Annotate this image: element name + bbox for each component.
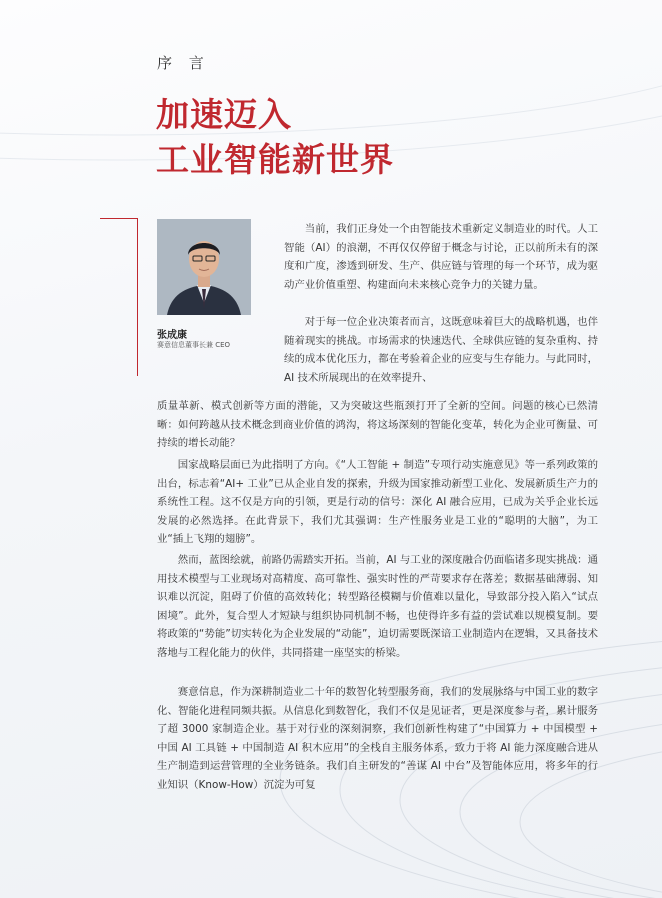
accent-line-horizontal <box>100 218 138 219</box>
body-paragraph-2-continued: 质量革新、模式创新等方面的潜能，又为突破这些瓶颈打开了全新的空间。问题的核心已然清晰：如何跨越从技术概念到商业价值的鸿沟，将这场深刻的智能化变革，转化为企业可衡量、可持续的增长动能？ <box>157 400 598 450</box>
page-title <box>156 92 394 182</box>
body-paragraph-4: 然而，蓝图绘就，前路仍需踏实开拓。当前，AI 与工业的深度融合仍面临诸多现实挑战：通用技术模型与工业现场对高精度、高可靠性、强实时性的严苛要求存在落差；数据基础薄弱、知识难以沉淀，阻碍了价值的高效转化；转型路径模糊与价值难以量化，导致部分投入陷入“试点困境”。此外，复合型人才短缺与组织协同机制不畅，也使得许多有益的尝试难以规模复制。要将政策的“势能”切实转化为企业发展的“动能”，迫切需要既深谙工业制造内在逻辑，又具备技术落地与工程化能力的伙伴，共同搭建一座坚实的桥梁。 <box>157 554 598 659</box>
body-paragraph-2-start: 对于每一位企业决策者而言，这既意味着巨大的战略机遇，也伴随着现实的挑战。市场需求的快速迭代、全球供应链的复杂重构、持续的成本优化压力，都在考验着企业的应变与生存能力。与此同时，AI 技术所展现出的在效率提升、 <box>284 316 598 384</box>
author-title: 赛意信息董事长兼 CEO <box>157 341 231 349</box>
title-line-2: 工业智能新世界 <box>156 140 394 179</box>
body-paragraph-5: 赛意信息，作为深耕制造业二十年的数智化转型服务商，我们的发展脉络与中国工业的数字化、智能化进程同频共振。从信息化到数智化，我们不仅是见证者，更是深度参与者，累计服务了超 3000 家制造企业。基于对行业的深刻洞察，我们创新性构建了“中国算力 + 中国模型 + 中国 AI 工具链 + 中国制造 AI 积木应用”的全栈自主服务体系，致力于将 AI 能力深度融合进从生产制造到运营管理的全业务链条。我们自主研发的“善谋 AI 中台”及智能体应用，将多年的行业知识（Know-How）沉淀为可复 <box>157 686 598 791</box>
accent-line-vertical <box>137 218 138 376</box>
body-paragraph-3: 国家战略层面已为此指明了方向。《“人工智能 + 制造”专项行动实施意见》等一系列政策的出台，标志着“AI+ 工业”已从企业自发的探索，升级为国家推动新型工业化、发展新质生产力的系统性工程。这不仅是方向的引领，更是行动的信号：深化 AI 融合应用，已成为关乎企业长远发展的必然选择。在此背景下，我们尤其强调：生产性服务业是工业的“聪明的大脑”，为工业“插上飞翔的翅膀”。 <box>157 459 598 546</box>
title-line-1: 加速迈入 <box>156 95 292 134</box>
author-portrait <box>157 219 251 315</box>
section-label: 序 言 <box>157 54 210 72</box>
author-name: 张成康 <box>157 330 187 341</box>
body-paragraph-1: 当前，我们正身处一个由智能技术重新定义制造业的时代。人工智能（AI）的浪潮，不再仅仅停留于概念与讨论，正以前所未有的深度和广度，渗透到研发、生产、供应链与管理的每一个环节，成为驱动产业价值重塑、构建面向未来核心竞争力的关键力量。 <box>284 223 598 291</box>
person-photo-icon <box>157 219 251 315</box>
